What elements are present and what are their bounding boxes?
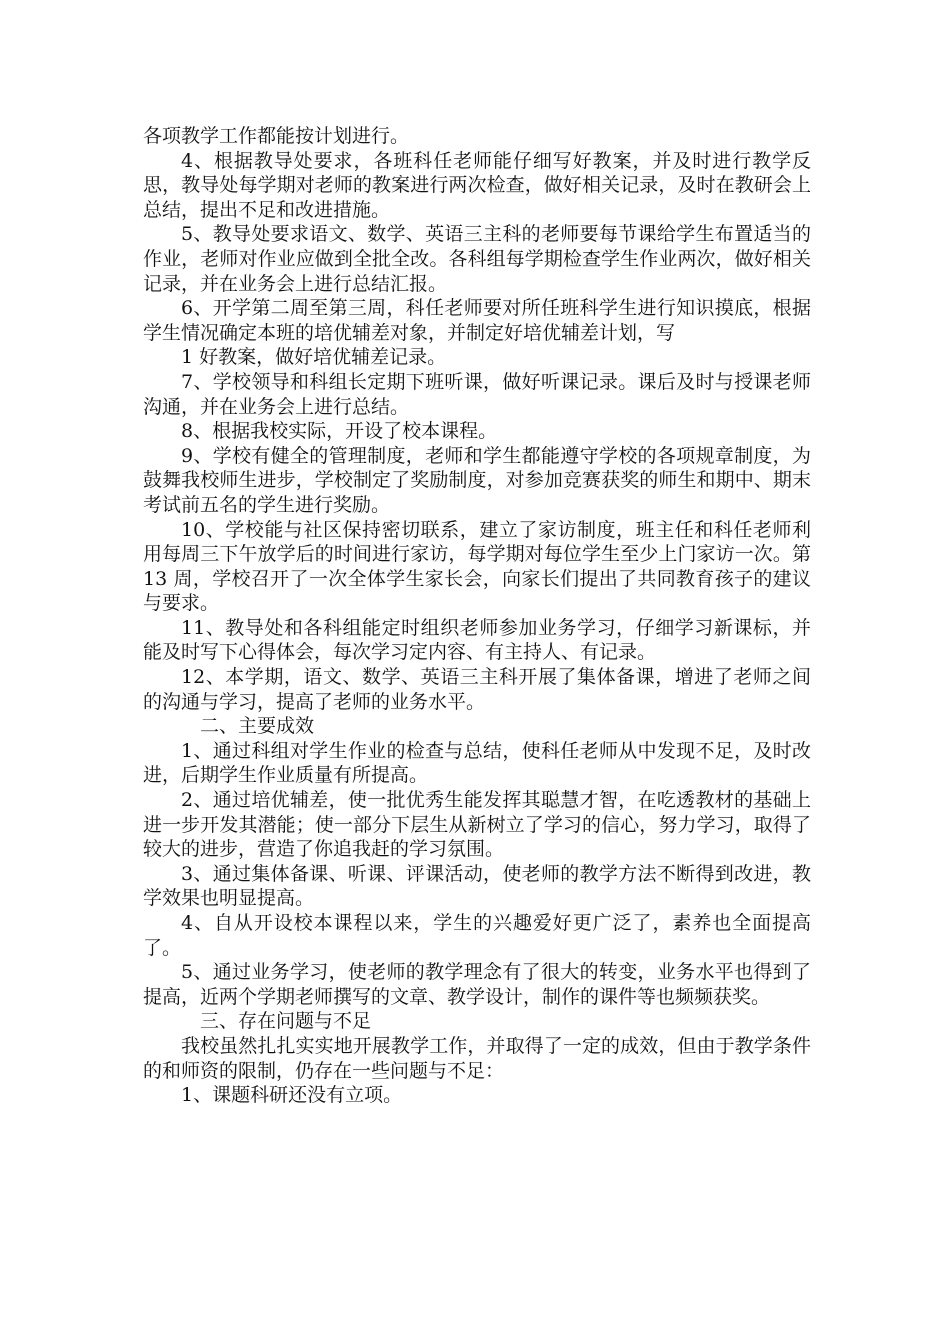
paragraph-item-5: 5、教导处要求语文、数学、英语三主科的老师要每节课给学生布置适当的作业，老师对作业应做到全批全改。各科组每学期检查学生作业两次，做好相关记录，并在业务会上进行总结汇报。 xyxy=(143,223,811,295)
section-heading-problems: 三、存在问题与不足 xyxy=(200,1010,372,1033)
paragraph-achievement-2: 2、通过培优辅差，使一批优秀生能发挥其聪慧才智，在吃透教材的基础上进一步开发其潜能；使一部分下层生从新树立了学习的信心，努力学习，取得了较大的进步，营造了你追我赶的学习氛围。 xyxy=(143,789,811,861)
paragraph-item-9: 9、学校有健全的管理制度，老师和学生都能遵守学校的各项规章制度，为鼓舞我校师生进步，学校制定了奖励制度，对参加竞赛获奖的师生和期中、期末考试前五名的学生进行奖励。 xyxy=(143,444,811,516)
paragraph-item-4: 4、根据教导处要求，各班科任老师能仔细写好教案，并及时进行教学反思，教导处每学期对老师的教案进行两次检查，做好相关记录，及时在教研会上总结，提出不足和改进措施。 xyxy=(143,149,811,221)
paragraph-intro: 各项教学工作都能按计划进行。 xyxy=(143,125,410,147)
paragraph-achievement-1: 1、通过科组对学生作业的检查与总结，使科任老师从中发现不足，及时改进，后期学生作业质量有所提高。 xyxy=(143,739,811,787)
paragraph-achievement-4: 4、自从开设校本课程以来，学生的兴趣爱好更广泛了，素养也全面提高了。 xyxy=(143,912,811,959)
paragraph-problems-intro: 我校虽然扎扎实实地开展教学工作，并取得了一定的成效，但由于教学条件的和师资的限制，仍存在一些问题与不足： xyxy=(143,1034,811,1082)
paragraph-achievement-3: 3、通过集体备课、听课、评课活动，使老师的教学方法不断得到改进，教学效果也明显提高。 xyxy=(143,862,811,910)
paragraph-item-6-continued: 1 好教案，做好培优辅差记录。 xyxy=(181,346,447,369)
paragraph-item-8: 8、根据我校实际，开设了校本课程。 xyxy=(181,420,498,443)
paragraph-item-10: 10、学校能与社区保持密切联系，建立了家访制度，班主任和科任老师利用每周三下午放学后的时间进行家访，每学期对每位学生至少上门家访一次。第 13 周，学校召开了一次全体学生家长会，向家长们提出了共同教育孩子的建议与要求。 xyxy=(143,518,811,615)
paragraph-item-6: 6、开学第二周至第三周，科任老师要对所任班科学生进行知识摸底，根据学生情况确定本班的培优辅差对象，并制定好培优辅差计划，写 xyxy=(143,297,811,344)
document-page xyxy=(143,124,811,1108)
paragraph-achievement-5: 5、通过业务学习，使老师的教学理念有了很大的转变，业务水平也得到了提高，近两个学期老师撰写的文章、教学设计，制作的课件等也频频获奖。 xyxy=(143,961,811,1008)
paragraph-item-7: 7、学校领导和科组长定期下班听课，做好听课记录。课后及时与授课老师沟通，并在业务会上进行总结。 xyxy=(143,370,811,418)
paragraph-item-11: 11、教导处和各科组能定时组织老师参加业务学习，仔细学习新课标，并能及时写下心得体会，每次学习定内容、有主持人、有记录。 xyxy=(143,616,811,664)
paragraph-problem-1: 1、课题科研还没有立项。 xyxy=(181,1084,403,1107)
section-heading-achievements: 二、主要成效 xyxy=(200,715,315,738)
paragraph-item-12: 12、本学期，语文、数学、英语三主科开展了集体备课，增进了老师之间的沟通与学习，提高了老师的业务水平。 xyxy=(143,666,811,713)
